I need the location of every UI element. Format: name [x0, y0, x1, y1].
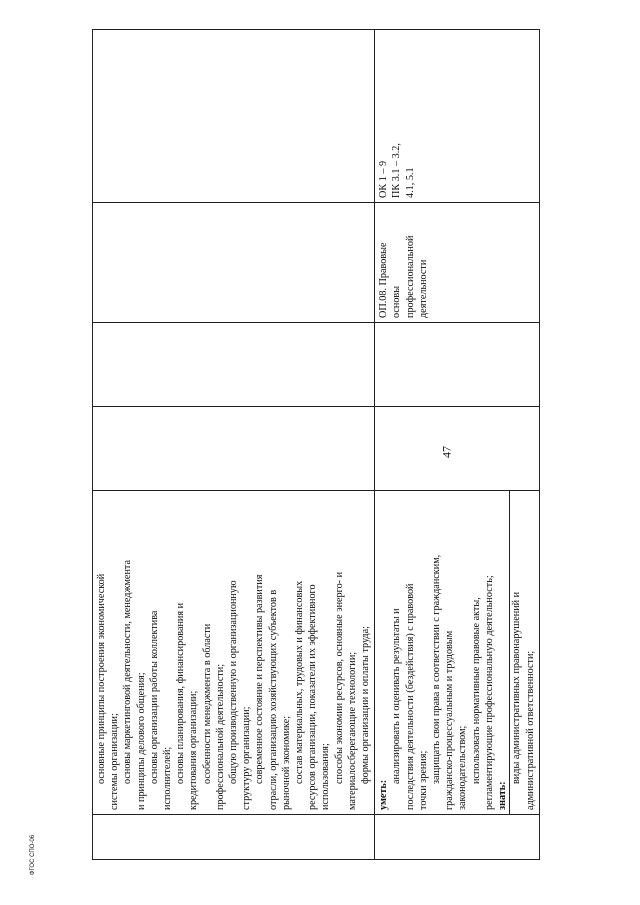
text-line: основы планирования, финансирования и [175, 602, 187, 784]
text-line: современное состояние и перспективы развития [254, 574, 266, 784]
competence-code-line: 4.1, 5.1 [404, 167, 416, 198]
document-table-wrapper [92, 30, 536, 860]
empty-cell [93, 815, 375, 860]
text-line: ресурсов организации, показатели их эффективного [307, 584, 319, 810]
text-line: точки зрения; [417, 750, 429, 810]
discipline-line: основы [391, 285, 403, 318]
table-row [93, 30, 375, 860]
table-row [375, 30, 539, 860]
text-line: способы экономии ресурсов, основные энерго- и [333, 571, 345, 784]
text-line: регламентирующие профессиональную деятельность; [483, 575, 495, 810]
discipline-line: ОП.08. Правовые [378, 242, 390, 318]
competence-code-line: ОК 1 – 9 [378, 160, 390, 198]
text-line: кредитования организации; [188, 690, 200, 810]
text-line: основные принципы построения экономической [96, 573, 107, 784]
text-line: административной ответственности; [524, 650, 536, 810]
code-cell [375, 323, 539, 407]
hours-cell [93, 407, 375, 491]
text-line: отрасли, организацию хозяйствующих субъектов в [267, 589, 279, 810]
text-line: особенности менеджмента в области [201, 623, 213, 784]
text-line: использования; [320, 743, 332, 810]
text-line: гражданско-процессуальным и трудовым [444, 630, 456, 810]
text-line: формы организации и оплаты труда; [360, 626, 372, 784]
competence-table [92, 29, 540, 860]
text-line: основы маркетинговой деятельности, менеджмента [122, 560, 134, 784]
text-line: общую производственную и организационную [228, 580, 240, 784]
text-line: и принципы делового общения; [135, 672, 147, 810]
discipline-cell [375, 203, 539, 323]
text-line: системы организации; [109, 713, 121, 810]
text-line: виды административных правонарушений и [511, 591, 523, 784]
page-number: 47 [439, 446, 454, 458]
text-line: защищать свои права в соответствии с гражданским, [431, 554, 443, 784]
text-line: профессиональной деятельности; [214, 663, 226, 810]
discipline-line: деятельности [417, 259, 429, 318]
knowledge-cell [93, 491, 375, 815]
text-line: анализировать и оценивать результаты и [391, 608, 403, 784]
text-line: структуру организации; [241, 706, 253, 810]
knowledge-heading: знать: [497, 781, 509, 810]
text-line: использовать нормативные правовые акты, [470, 597, 482, 784]
competence-codes-cell [93, 30, 375, 203]
text-line: основы организации работы коллектива [148, 610, 160, 784]
skills-knowledge-cell [375, 491, 539, 815]
footer-code: ФГОС СПО-06 [30, 834, 36, 876]
empty-cell [375, 815, 539, 860]
competence-codes-cell [375, 30, 539, 203]
competence-code-line: ПК 3.1 – 3.2, [391, 143, 403, 198]
text-line: последствия деятельности (бездействия) с правовой [404, 583, 416, 810]
text-line: рыночной экономике; [280, 715, 292, 810]
discipline-cell [93, 203, 375, 323]
discipline-line: профессиональной [404, 235, 416, 318]
text-line: исполнителей; [162, 746, 174, 810]
text-line: законодательством; [457, 725, 469, 810]
code-cell [93, 323, 375, 407]
text-line: материалосберегающие технологии; [346, 651, 358, 810]
hours-cell [375, 407, 539, 491]
skills-heading: уметь: [378, 779, 390, 810]
text-line: состав материальных, трудовых и финансовых [294, 580, 306, 784]
